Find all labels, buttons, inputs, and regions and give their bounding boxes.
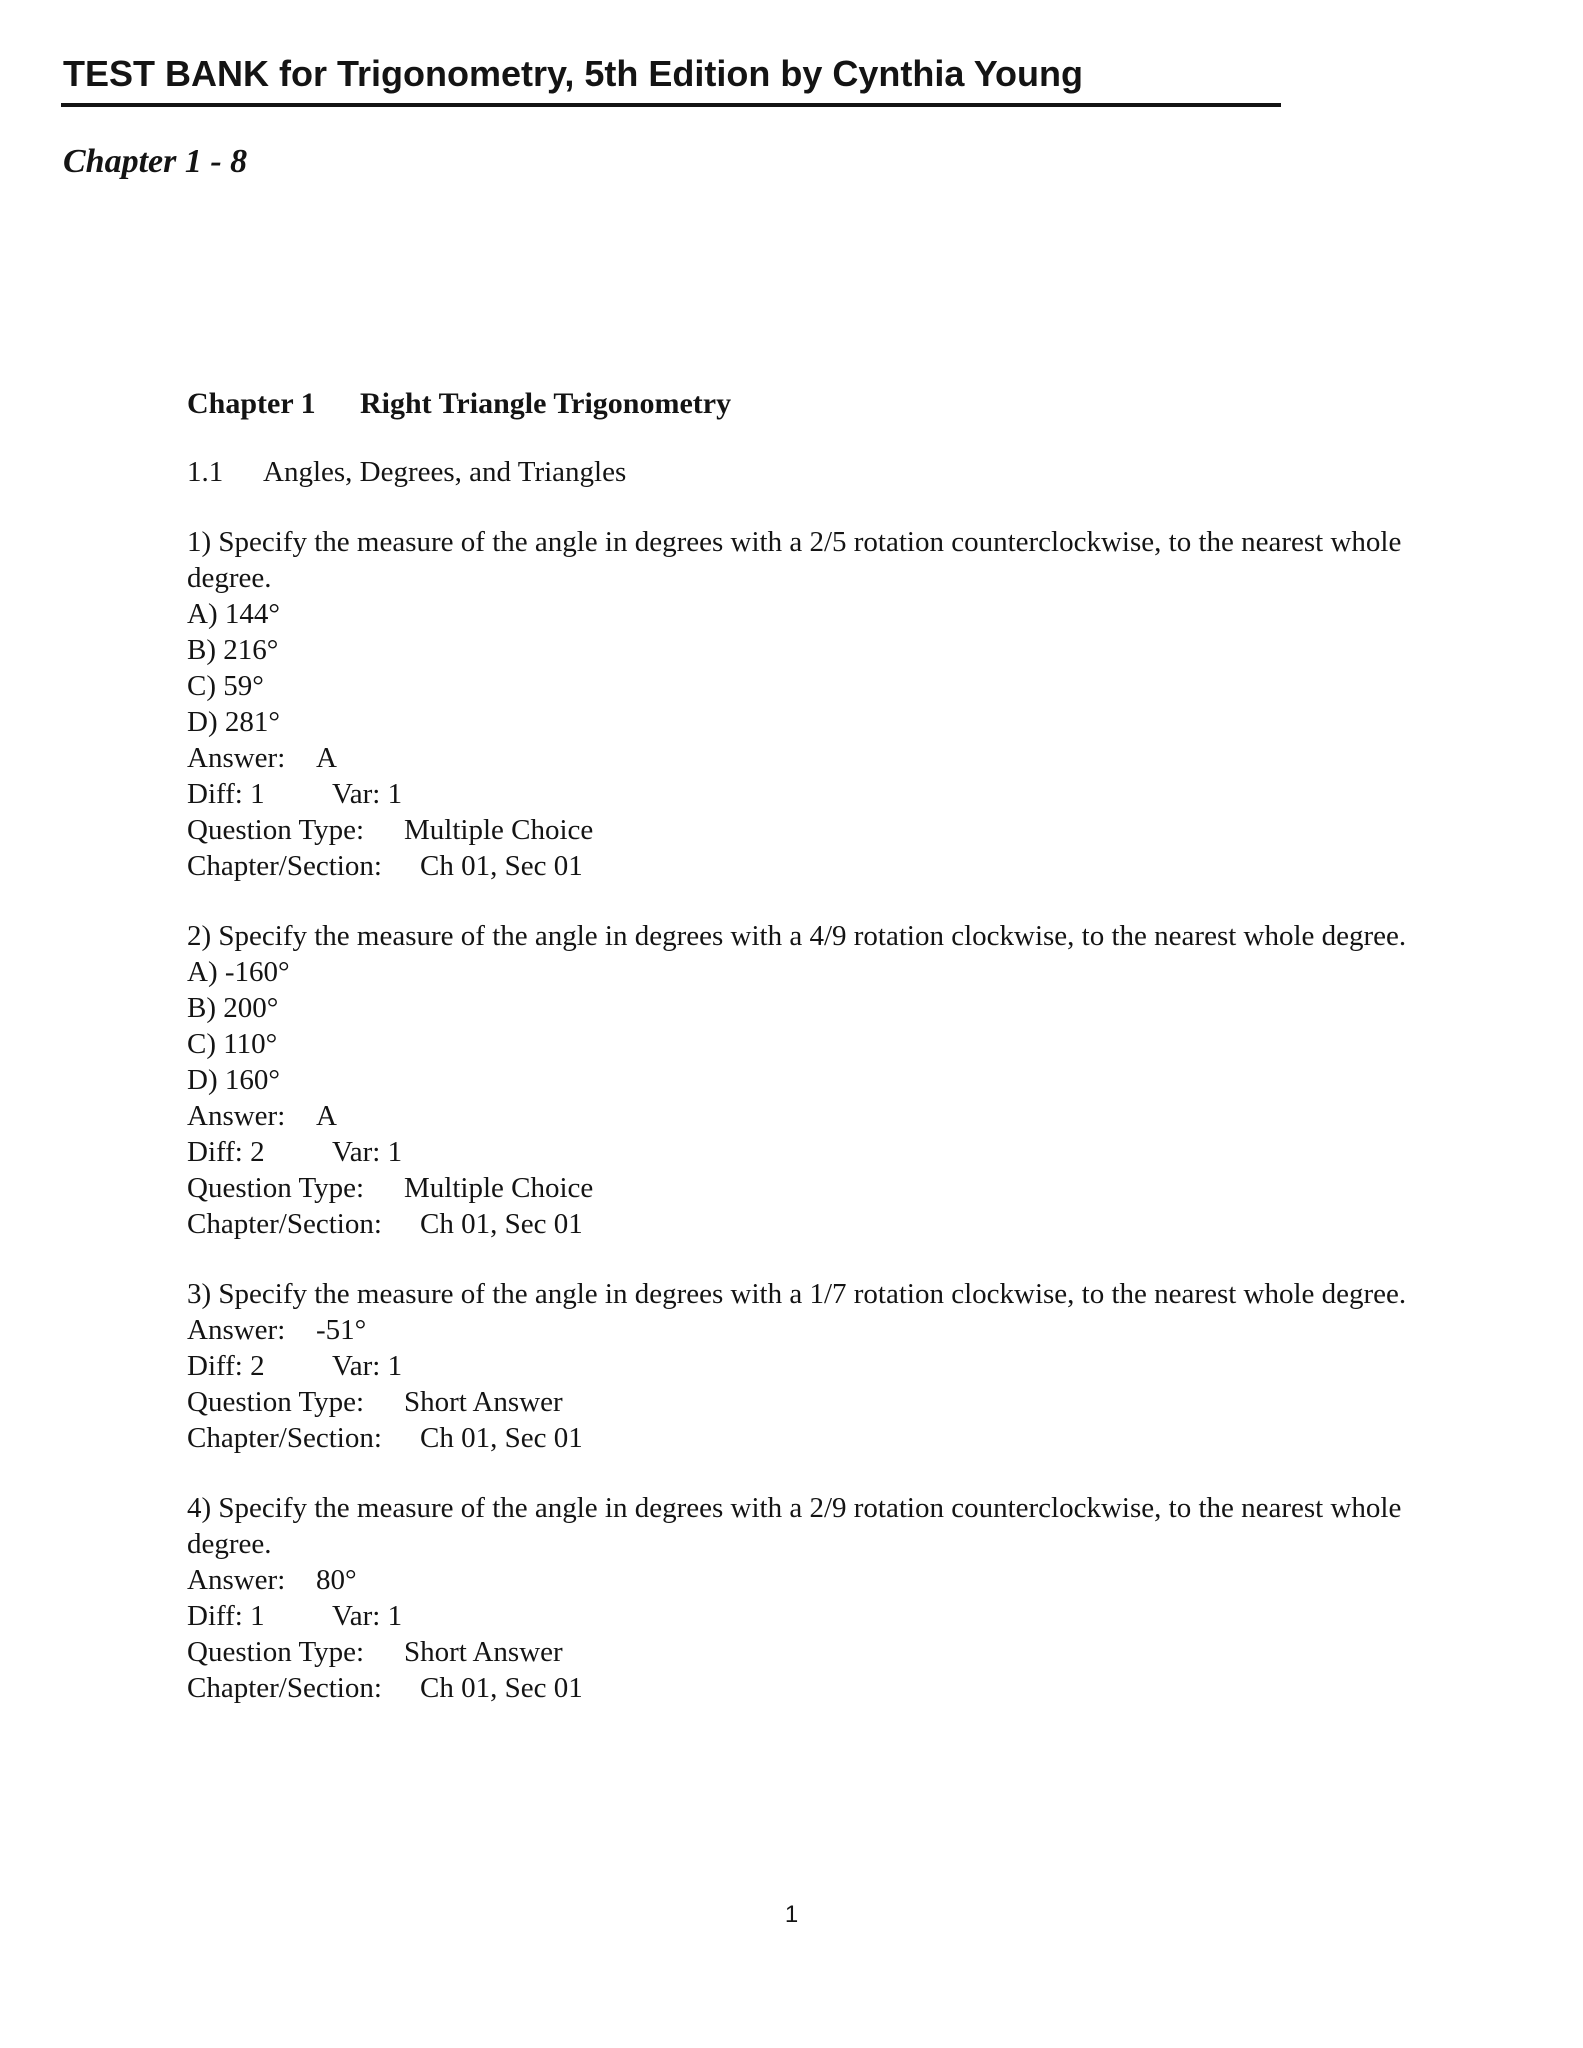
- answer-choice: D) 160°: [187, 1064, 280, 1096]
- var-value: 1: [387, 1350, 403, 1382]
- chapter-section-line: [187, 848, 1427, 884]
- question-type-line: [187, 812, 1427, 848]
- question-type-label: Question Type:: [187, 1636, 365, 1668]
- question-type-line: [187, 1384, 1427, 1420]
- chapter-section-value: Ch 01, Sec 01: [420, 850, 583, 882]
- chapter-range: Chapter 1 - 8: [63, 143, 248, 180]
- section-heading: [187, 454, 1427, 490]
- title-underline: [61, 103, 1281, 107]
- diff-value: 1: [250, 1600, 265, 1632]
- chapter-section-line: [187, 1670, 1427, 1706]
- var-value: 1: [387, 1136, 403, 1168]
- var-label: Var:: [332, 1136, 381, 1168]
- answer-line: [187, 1098, 1427, 1134]
- answer-line: [187, 1312, 1427, 1348]
- question-item: [187, 1490, 1427, 1706]
- answer-value: A: [316, 742, 337, 774]
- chapter-number: Chapter 1: [187, 387, 316, 420]
- chapter-title: Right Triangle Trigonometry: [360, 387, 732, 420]
- question-text: 3) Specify the measure of the angle in degrees with a 1/7 rotation clockwise, to the nearest whole degree.: [187, 1278, 1407, 1310]
- chapter-section-line: [187, 1206, 1427, 1242]
- question-text: 1) Specify the measure of the angle in degrees with a 2/5 rotation counterclockwise, to the nearest whole degree.: [187, 526, 1402, 594]
- page-number: 1: [784, 1901, 799, 1928]
- diff-value: 2: [250, 1136, 265, 1168]
- var-label: Var:: [332, 1350, 381, 1382]
- var-label: Var:: [332, 778, 381, 810]
- diff-label: Diff: 2: [187, 1136, 265, 1168]
- answer-label: Answer:: [187, 1100, 286, 1132]
- answer-label: Answer:: [187, 1564, 286, 1596]
- question-type-value: Multiple Choice: [404, 1172, 594, 1204]
- section-number: 1.1: [187, 456, 224, 488]
- answer-label: Answer:: [187, 1314, 286, 1346]
- question-type-label: Question Type:: [187, 1386, 365, 1418]
- chapter-section-line: [187, 1420, 1427, 1456]
- answer-choice: B) 216°: [187, 634, 279, 666]
- diff-label: Diff: 1: [187, 778, 265, 810]
- answer-choice: D) 281°: [187, 706, 280, 738]
- answer-choice: A) 144°: [187, 598, 280, 630]
- diff-value: 1: [250, 778, 265, 810]
- difficulty-line: [187, 1348, 1427, 1384]
- var-value: 1: [387, 1600, 403, 1632]
- difficulty-line: [187, 1134, 1427, 1170]
- difficulty-line: [187, 1598, 1427, 1634]
- question-item: [187, 524, 1427, 884]
- chapter-section-label: Chapter/Section:: [187, 1672, 382, 1704]
- question-type-line: [187, 1170, 1427, 1206]
- section-title: Angles, Degrees, and Triangles: [263, 456, 627, 488]
- chapter-section-label: Chapter/Section:: [187, 1422, 382, 1454]
- chapter-section-value: Ch 01, Sec 01: [420, 1672, 583, 1704]
- diff-label: Diff: 2: [187, 1350, 265, 1382]
- question-type-value: Multiple Choice: [404, 814, 594, 846]
- question-text: 2) Specify the measure of the angle in degrees with a 4/9 rotation clockwise, to the nearest whole degree.: [187, 920, 1407, 952]
- document-title: TEST BANK for Trigonometry, 5th Edition by Cynthia Young: [63, 53, 1084, 94]
- answer-choice: C) 59°: [187, 670, 264, 702]
- answer-value: -51°: [316, 1314, 367, 1346]
- question-type-value: Short Answer: [404, 1636, 563, 1668]
- answer-value: A: [316, 1100, 337, 1132]
- answer-value: 80°: [316, 1564, 357, 1596]
- chapter-section-label: Chapter/Section:: [187, 850, 382, 882]
- question-item: [187, 1276, 1427, 1456]
- chapter-section-value: Ch 01, Sec 01: [420, 1208, 583, 1240]
- chapter-section-label: Chapter/Section:: [187, 1208, 382, 1240]
- answer-line: [187, 740, 1427, 776]
- answer-choice: B) 200°: [187, 992, 279, 1024]
- question-type-label: Question Type:: [187, 1172, 365, 1204]
- question-type-label: Question Type:: [187, 814, 365, 846]
- answer-line: [187, 1562, 1427, 1598]
- chapter-section-value: Ch 01, Sec 01: [420, 1422, 583, 1454]
- difficulty-line: [187, 776, 1427, 812]
- question-item: [187, 918, 1427, 1242]
- var-label: Var:: [332, 1600, 381, 1632]
- question-type-line: [187, 1634, 1427, 1670]
- chapter-heading: [187, 384, 1427, 424]
- diff-value: 2: [250, 1350, 265, 1382]
- answer-label: Answer:: [187, 742, 286, 774]
- question-text: 4) Specify the measure of the angle in degrees with a 2/9 rotation counterclockwise, to the nearest whole degree.: [187, 1492, 1402, 1560]
- answer-choice: C) 110°: [187, 1028, 278, 1060]
- var-value: 1: [387, 778, 403, 810]
- diff-label: Diff: 1: [187, 1600, 265, 1632]
- test-bank-content: [187, 384, 1427, 1706]
- answer-choice: A) -160°: [187, 956, 290, 988]
- question-type-value: Short Answer: [404, 1386, 563, 1418]
